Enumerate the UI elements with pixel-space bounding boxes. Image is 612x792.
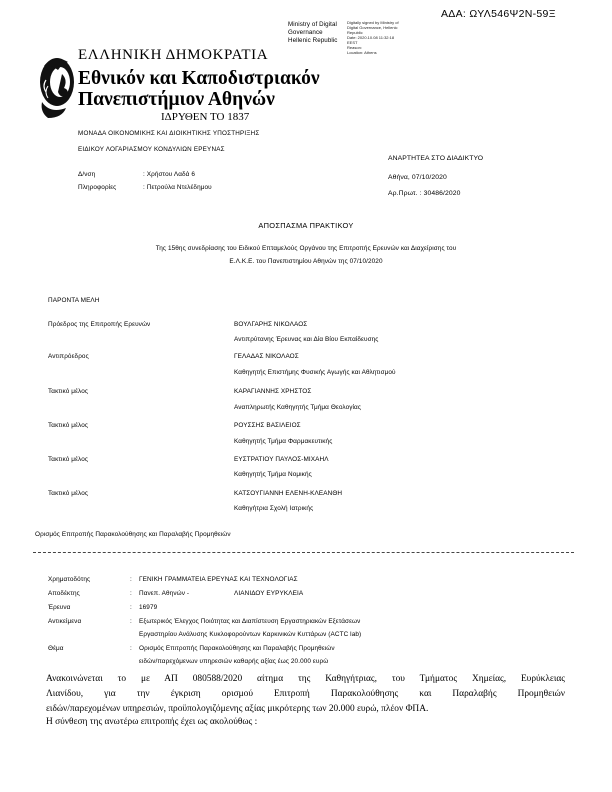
body-line1: Ανακοινώνεται το με ΑΠ 080588/2020 αίτημα της Καθηγήτριας, του Τμήματος Χημείας, Ευρύκλειας — [46, 674, 565, 684]
topic-line1: Ορισμός Επιτροπής Παρακολούθησης και Παραλαβής Προμηθειών — [139, 645, 335, 652]
subtitle-line1: Της 15θης συνεδρίασης του Ειδικού Επταμελούς Οργάνου της Επιτροπής Ερευνών και Διαχείρισης του — [155, 245, 457, 252]
member-role: Πρόεδρος της Επιτροπής Ερευνών — [48, 321, 151, 328]
address-label: Δ/νση — [78, 171, 96, 178]
member-role: Τακτικό μέλος — [48, 490, 89, 497]
body-line2: Λιανίδου, για την έγκριση ορισμού Επιτροπή Παρακολούθησης και Παραλαβής Προμηθειών — [46, 689, 565, 699]
member-title: Αναπληρωτής Καθηγητής Τμήμα Θεολογίας — [234, 404, 362, 411]
member-role: Τακτικό μέλος — [48, 388, 89, 395]
signature-details: Digitally signed by Ministry of Digital Governance, Hellenic Republic Date: 2020.10.08 11:32:18 EEST Reason: Location: Athens — [347, 20, 399, 55]
unit-line1: ΜΟΝΑΔΑ ΟΙΚΟΝΟΜΙΚΗΣ ΚΑΙ ΔΙΟΙΚΗΤΙΚΗΣ ΥΠΟΣΤΗΡΙΞΗΣ — [78, 130, 260, 137]
university-logo — [36, 52, 78, 124]
signature-org: Ministry of Digital Governance Hellenic Republic — [288, 21, 338, 44]
funder-label: Χρηματοδότης — [48, 576, 91, 583]
subject-colon: : — [130, 618, 132, 625]
section-heading: Ορισμός Επιτροπής Παρακολούθησης και Παραλαβής Προμηθειών — [35, 531, 231, 538]
members-heading: ΠΑΡΟΝΤΑ ΜΕΛΗ — [48, 297, 100, 304]
member-title: Αντιπρύτανης Έρευνας και Δία Βίου Εκπαίδευσης — [234, 336, 379, 343]
university-name-line2: Πανεπιστήμιον Αθηνών — [78, 89, 275, 110]
topic-colon: : — [130, 645, 132, 652]
republic-heading: ΕΛΛΗΝΙΚΗ ΔΗΜΟΚΡΑΤΙΑ — [78, 47, 269, 63]
member-title: Καθηγητής Τμήμα Φαρμακευτικής — [234, 438, 333, 445]
funder-value: ΓΕΝΙΚΗ ΓΡΑΜΜΑΤΕΙΑ ΕΡΕΥΝΑΣ ΚΑΙ ΤΕΧΝΟΛΟΓΙΑΣ — [139, 576, 298, 583]
member-title: Καθηγήτρια Σχολή Ιατρικής — [234, 505, 314, 512]
founded-line: ΙΔΡΥΘΕΝ ΤΟ 1837 — [161, 111, 250, 123]
subject-line2: Εργαστηρίου Ανάλυσης Κυκλοφορούντων Καρκινικών Κυττάρων (ACTC lab) — [139, 631, 362, 638]
topic-line2: ειδών/παρεχόμενων υπηρεσιών καθαρής αξίας έως 20.000 ευρώ — [139, 658, 329, 665]
ada-code: ΑΔΑ: ΩΥΛ546Ψ2Ν-59Ξ — [441, 8, 556, 20]
member-title: Καθηγητής Επιστήμης Φυσικής Αγωγής και Αθλητισμού — [234, 369, 396, 376]
recipient-label: Αποδέκτης — [48, 590, 80, 597]
subtitle-line2: Ε.Λ.Κ.Ε. του Πανεπιστημίου Αθηνών της 07/10/2020 — [229, 258, 383, 265]
subject-label: Αντικείμενα — [48, 618, 82, 625]
address-value: : Χρήστου Λαδά 6 — [143, 171, 195, 178]
document-date: Αθήνα, 07/10/2020 — [388, 174, 447, 181]
member-title: Καθηγητής Τμήμα Νομικής — [234, 471, 312, 478]
section-divider — [33, 552, 574, 553]
subject-line1: Εξωτερικός Έλεγχος Ποιότητας και Διαπίστευση Εργαστηριακών Εξετάσεων — [139, 618, 361, 625]
member-role: Τακτικό μέλος — [48, 422, 89, 429]
research-value: 16979 — [139, 604, 158, 611]
body-line4: Η σύνθεση της ανωτέρω επιτροπής έχει ως ακολούθως : — [46, 717, 258, 727]
research-colon: : — [130, 604, 132, 611]
member-name: ΓΕΛΑΔΑΣ ΝΙΚΟΛΑΟΣ — [234, 353, 299, 360]
topic-label: Θέμα — [48, 645, 64, 652]
member-name: ΚΑΡΑΓΙΑΝΝΗΣ ΧΡΗΣΤΟΣ — [234, 388, 312, 395]
recipient-name: ΛΙΑΝΙΔΟΥ ΕΥΡΥΚΛΕΙΑ — [234, 590, 304, 597]
member-name: ΒΟΥΛΓΑΡΗΣ ΝΙΚΟΛΑΟΣ — [234, 321, 308, 328]
document-title: ΑΠΟΣΠΑΣΜΑ ΠΡΑΚΤΙΚΟΥ — [258, 221, 354, 230]
post-notice: ΑΝΑΡΤΗΤΕΑ ΣΤΟ ΔΙΑΔΙΚΤΥΟ — [388, 155, 484, 162]
recipient-colon: : — [130, 590, 132, 597]
university-name-line1: Εθνικόν και Καποδιστριακόν — [78, 68, 320, 89]
member-name: ΡΟΥΣΣΗΣ ΒΑΣΙΛΕΙΟΣ — [234, 422, 301, 429]
info-value: : Πετρούλα Ντελέδημου — [143, 184, 212, 191]
research-label: Έρευνα — [48, 604, 71, 611]
protocol-number: Αρ.Πρωτ. : 30486/2020 — [388, 190, 461, 197]
unit-line2: ΕΙΔΙΚΟΥ ΛΟΓΑΡΙΑΣΜΟΥ ΚΟΝΔΥΛΙΩΝ ΕΡΕΥΝΑΣ — [78, 146, 225, 153]
member-name: ΚΑΤΣΟΥΓΙΑΝΝΗ ΕΛΕΝΗ-ΚΛΕΑΝΘΗ — [234, 490, 343, 497]
funder-colon: : — [130, 576, 132, 583]
recipient-value: Πανεπ. Αθηνών - — [139, 590, 190, 597]
member-role: Αντιπρόεδρος — [48, 353, 89, 360]
member-name: ΕΥΣΤΡΑΤΙΟΥ ΠΑΥΛΟΣ-ΜΙΧΑΗΛ — [234, 456, 329, 463]
info-label: Πληροφορίες — [78, 184, 117, 191]
body-line3: ειδών/παρεχομένων υπηρεσιών, προϋπολογιζόμενης αξίας μικρότερης των 20.000 ευρώ, πλέον ΦΠΑ. — [46, 704, 429, 714]
member-role: Τακτικό μέλος — [48, 456, 89, 463]
